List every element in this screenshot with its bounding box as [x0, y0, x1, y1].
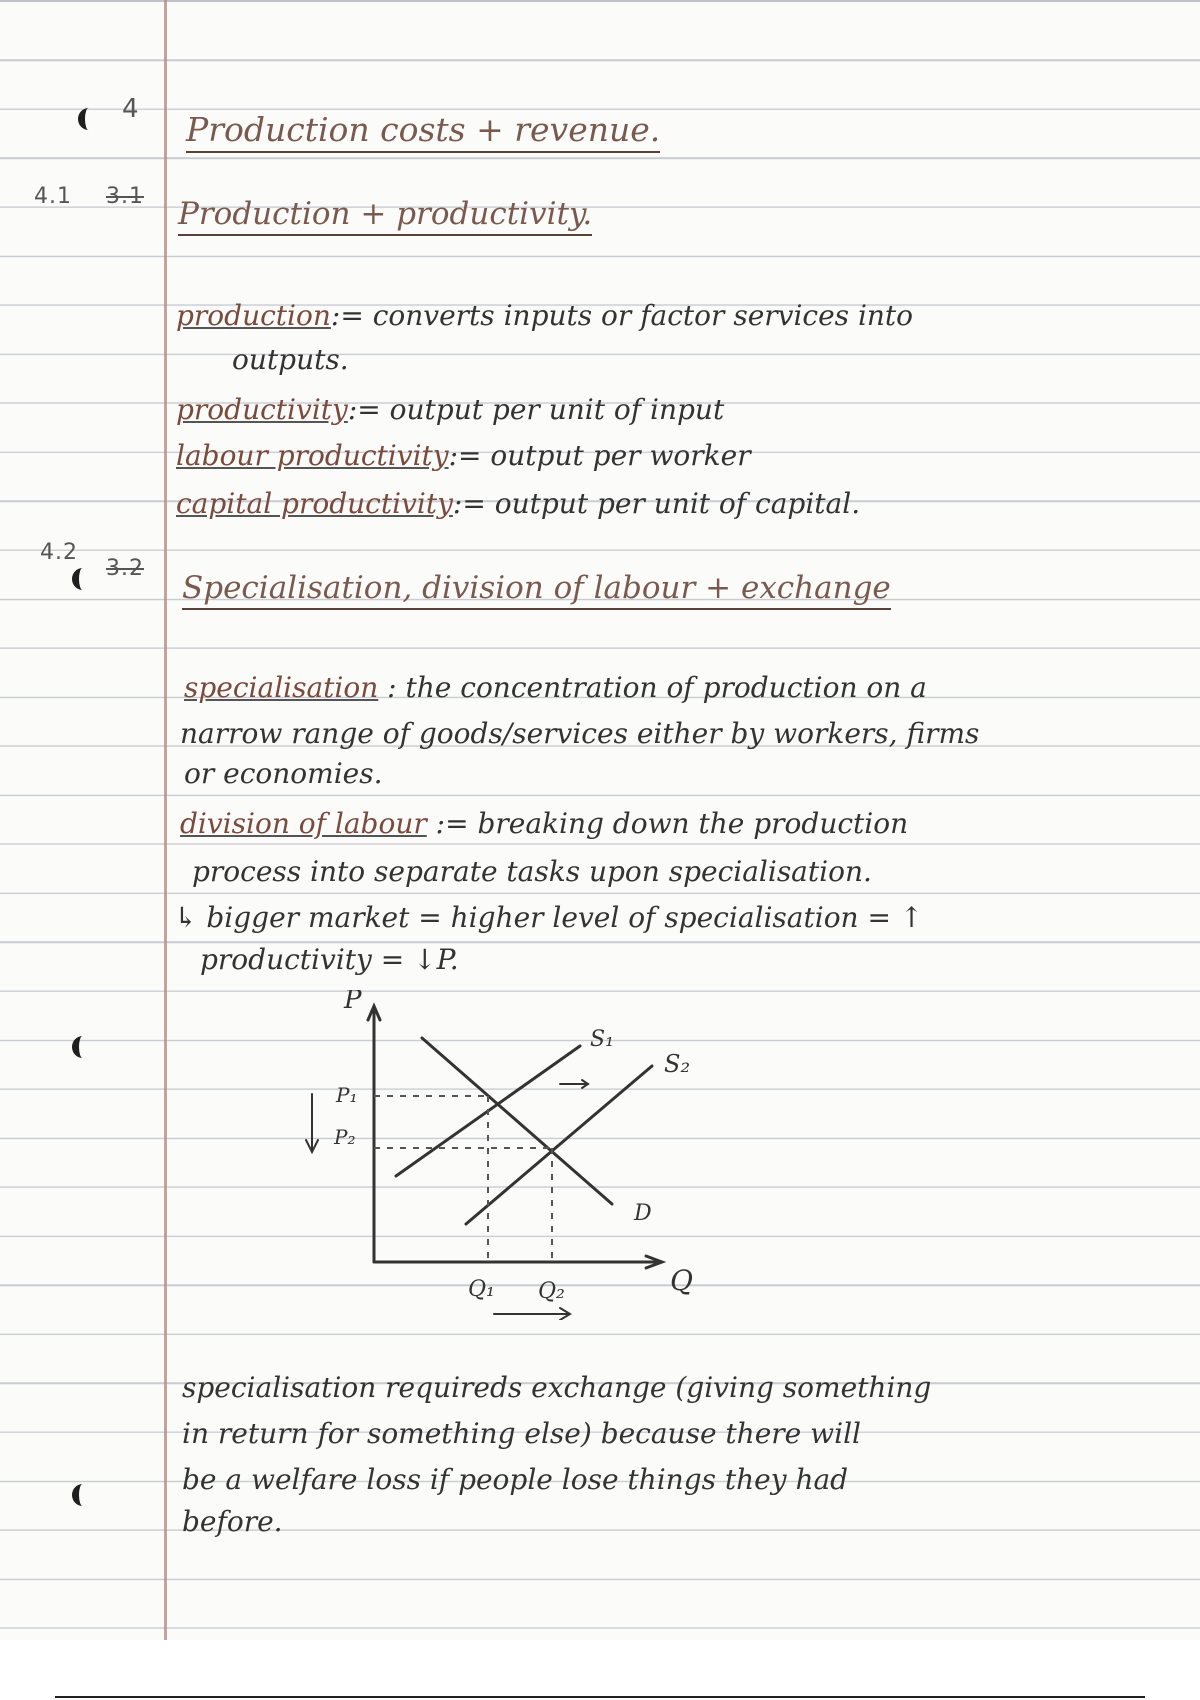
binder-hole: [72, 568, 93, 590]
definition-specialisation-cont2: or economies.: [184, 757, 383, 790]
section-4-1-struck-number: 3.1: [106, 184, 144, 209]
bottom-rule: [55, 1696, 1145, 1698]
s2-label: S₂: [664, 1050, 691, 1078]
term-capital-productivity: capital productivity: [176, 487, 453, 520]
binder-hole: [72, 1036, 93, 1058]
supply-demand-diagram: [290, 990, 730, 1320]
definition-division-cont3: productivity = ↓P.: [200, 943, 459, 976]
s1-label: S₁: [590, 1027, 614, 1052]
supply-curve-s2: [466, 1066, 652, 1224]
term-specialisation: specialisation: [184, 671, 379, 704]
definition-capital-productivity: capital productivity:= output per unit of capital.: [176, 487, 861, 520]
definition-division-cont: process into separate tasks upon specialisation.: [192, 855, 872, 888]
p2-label: P₂: [334, 1125, 356, 1149]
term-division-of-labour: division of labour: [180, 807, 427, 840]
margin-line: [164, 0, 167, 1640]
term-production: production: [176, 299, 331, 332]
definition-division-of-labour: division of labour := breaking down the production: [180, 807, 909, 840]
closing-line-3: be a welfare loss if people lose things they had: [182, 1463, 849, 1496]
section-4-2-heading: Specialisation, division of labour + exchange: [182, 570, 891, 610]
closing-line-2: in return for something else) because there will: [182, 1417, 861, 1450]
binder-hole: [78, 108, 99, 130]
section-4-1-heading: Production + productivity.: [178, 196, 592, 236]
q2-label: Q₂: [538, 1279, 565, 1304]
section-4-2-struck-number: 3.2: [106, 556, 144, 581]
binder-hole: [72, 1484, 93, 1506]
x-axis-label: Q: [670, 1264, 693, 1297]
definition-production-cont: outputs.: [232, 343, 349, 376]
definition-specialisation: specialisation : the concentration of production on a: [184, 671, 927, 704]
definition-productivity: productivity:= output per unit of input: [176, 393, 725, 426]
section-number: 4: [122, 94, 140, 124]
term-labour-productivity: labour productivity: [176, 439, 449, 472]
closing-line-4: before.: [182, 1505, 283, 1538]
definition-specialisation-cont: narrow range of goods/services either by workers, firms: [180, 717, 980, 750]
definition-labour-productivity: labour productivity:= output per worker: [176, 439, 751, 472]
top-edge: [0, 0, 1200, 2]
q1-label: Q₁: [468, 1277, 495, 1302]
p1-label: P₁: [336, 1083, 358, 1107]
demand-label: D: [634, 1201, 652, 1226]
section-4-1-number: 4.1: [34, 184, 72, 209]
definition-production: production:= converts inputs or factor services into: [176, 299, 914, 332]
page-title: Production costs + revenue.: [186, 110, 660, 153]
definition-division-cont2: ↳ bigger market = higher level of specialisation = ↑: [174, 901, 924, 934]
section-4-2-number: 4.2: [40, 540, 78, 565]
y-axis-label: P: [344, 990, 362, 1015]
term-productivity: productivity: [176, 393, 348, 426]
closing-line-1: specialisation requireds exchange (giving something: [182, 1371, 932, 1404]
